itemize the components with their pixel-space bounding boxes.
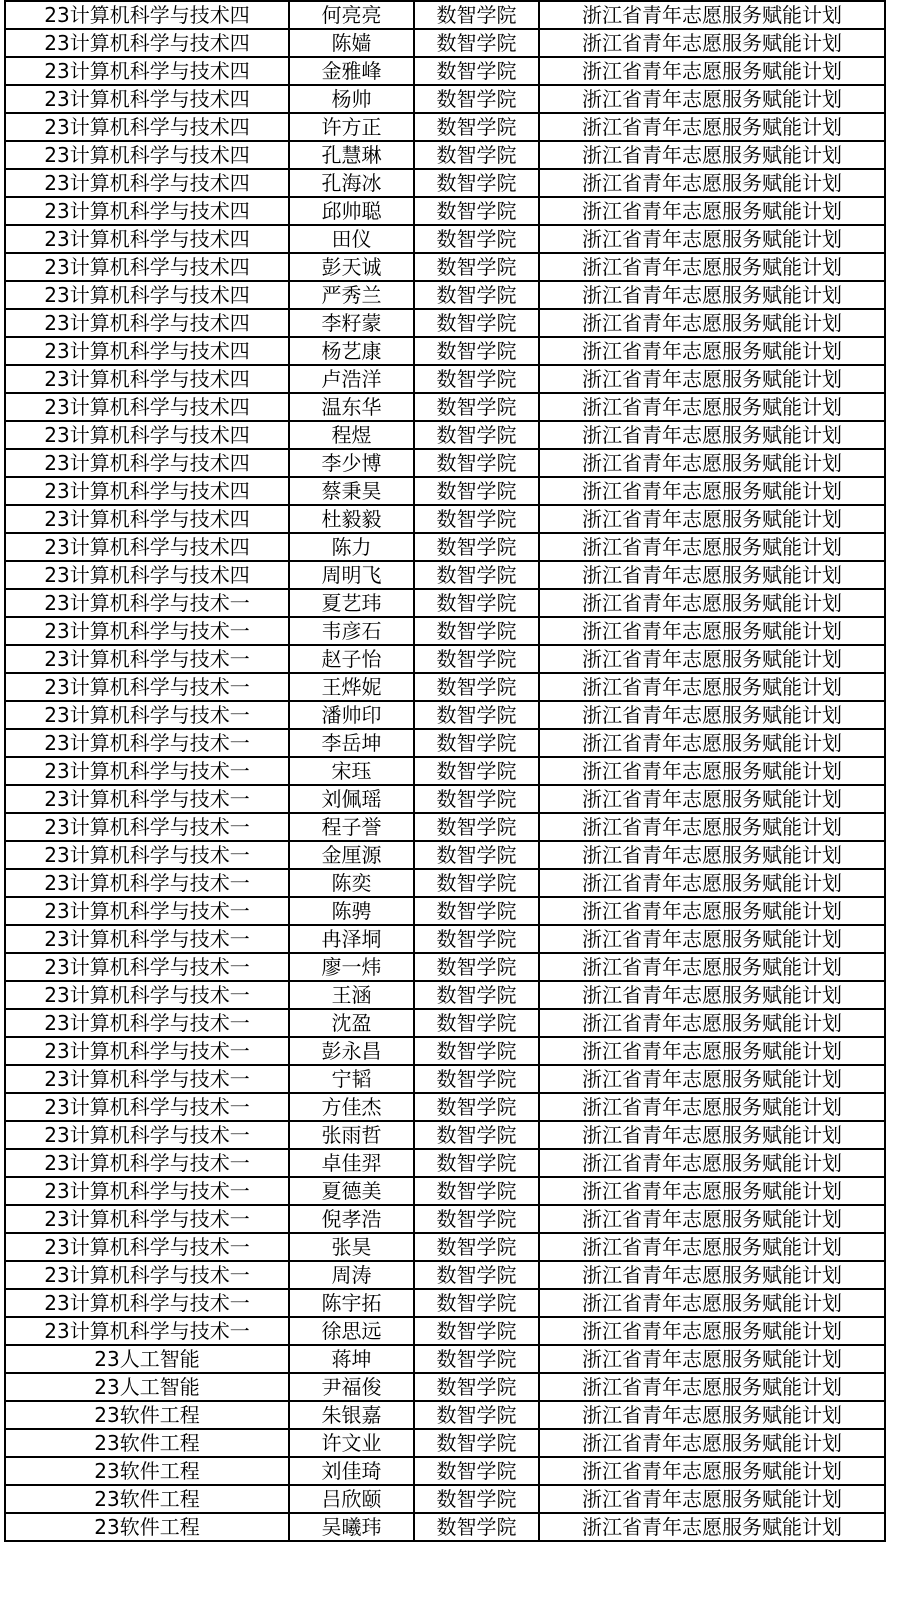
class-cell: 23计算机科学与技术一: [5, 1233, 289, 1261]
name-cell: 田仪: [289, 225, 414, 253]
college-cell: 数智学院: [414, 897, 539, 925]
table-row: [5, 617, 885, 645]
college-cell: 数智学院: [414, 197, 539, 225]
table-row: [5, 253, 885, 281]
class-cell: 23软件工程: [5, 1485, 289, 1513]
college-cell: 数智学院: [414, 421, 539, 449]
class-cell: 23计算机科学与技术一: [5, 757, 289, 785]
program-cell: 浙江省青年志愿服务赋能计划: [539, 1, 885, 29]
class-cell: 23计算机科学与技术一: [5, 589, 289, 617]
program-cell: 浙江省青年志愿服务赋能计划: [539, 813, 885, 841]
roster-table-body: [5, 1, 885, 1541]
table-row: [5, 29, 885, 57]
class-cell: 23软件工程: [5, 1401, 289, 1429]
program-cell: 浙江省青年志愿服务赋能计划: [539, 85, 885, 113]
class-cell: 23计算机科学与技术四: [5, 85, 289, 113]
table-row: [5, 589, 885, 617]
program-cell: 浙江省青年志愿服务赋能计划: [539, 869, 885, 897]
college-cell: 数智学院: [414, 1093, 539, 1121]
program-cell: 浙江省青年志愿服务赋能计划: [539, 1205, 885, 1233]
table-row: [5, 757, 885, 785]
table-row: [5, 1373, 885, 1401]
table-row: [5, 1093, 885, 1121]
table-row: [5, 645, 885, 673]
class-cell: 23计算机科学与技术一: [5, 785, 289, 813]
program-cell: 浙江省青年志愿服务赋能计划: [539, 1177, 885, 1205]
name-cell: 温东华: [289, 393, 414, 421]
table-row: [5, 393, 885, 421]
class-cell: 23计算机科学与技术一: [5, 1121, 289, 1149]
table-row: [5, 197, 885, 225]
table-row: [5, 281, 885, 309]
class-cell: 23计算机科学与技术一: [5, 617, 289, 645]
college-cell: 数智学院: [414, 1149, 539, 1177]
name-cell: 吕欣颐: [289, 1485, 414, 1513]
class-cell: 23计算机科学与技术一: [5, 813, 289, 841]
college-cell: 数智学院: [414, 785, 539, 813]
table-row: [5, 225, 885, 253]
college-cell: 数智学院: [414, 1373, 539, 1401]
college-cell: 数智学院: [414, 1485, 539, 1513]
class-cell: 23计算机科学与技术四: [5, 141, 289, 169]
name-cell: 程子誉: [289, 813, 414, 841]
program-cell: 浙江省青年志愿服务赋能计划: [539, 729, 885, 757]
table-row: [5, 1149, 885, 1177]
class-cell: 23计算机科学与技术四: [5, 533, 289, 561]
table-row: [5, 897, 885, 925]
name-cell: 杜毅毅: [289, 505, 414, 533]
class-cell: 23计算机科学与技术四: [5, 113, 289, 141]
class-cell: 23计算机科学与技术一: [5, 925, 289, 953]
class-cell: 23计算机科学与技术四: [5, 337, 289, 365]
program-cell: 浙江省青年志愿服务赋能计划: [539, 981, 885, 1009]
college-cell: 数智学院: [414, 729, 539, 757]
table-row: [5, 813, 885, 841]
name-cell: 孔慧琳: [289, 141, 414, 169]
college-cell: 数智学院: [414, 1233, 539, 1261]
name-cell: 宋珏: [289, 757, 414, 785]
college-cell: 数智学院: [414, 1121, 539, 1149]
program-cell: 浙江省青年志愿服务赋能计划: [539, 1485, 885, 1513]
college-cell: 数智学院: [414, 225, 539, 253]
name-cell: 周涛: [289, 1261, 414, 1289]
college-cell: 数智学院: [414, 309, 539, 337]
class-cell: 23计算机科学与技术一: [5, 1261, 289, 1289]
name-cell: 刘佳琦: [289, 1457, 414, 1485]
program-cell: 浙江省青年志愿服务赋能计划: [539, 449, 885, 477]
name-cell: 倪孝浩: [289, 1205, 414, 1233]
college-cell: 数智学院: [414, 29, 539, 57]
class-cell: 23计算机科学与技术一: [5, 1205, 289, 1233]
name-cell: 彭永昌: [289, 1037, 414, 1065]
class-cell: 23软件工程: [5, 1429, 289, 1457]
college-cell: 数智学院: [414, 1401, 539, 1429]
table-row: [5, 1429, 885, 1457]
class-cell: 23计算机科学与技术一: [5, 841, 289, 869]
program-cell: 浙江省青年志愿服务赋能计划: [539, 533, 885, 561]
name-cell: 王烨妮: [289, 673, 414, 701]
table-row: [5, 113, 885, 141]
table-row: [5, 953, 885, 981]
table-row: [5, 533, 885, 561]
name-cell: 蒋坤: [289, 1345, 414, 1373]
name-cell: 陈力: [289, 533, 414, 561]
program-cell: 浙江省青年志愿服务赋能计划: [539, 365, 885, 393]
class-cell: 23软件工程: [5, 1457, 289, 1485]
program-cell: 浙江省青年志愿服务赋能计划: [539, 1513, 885, 1541]
program-cell: 浙江省青年志愿服务赋能计划: [539, 505, 885, 533]
class-cell: 23计算机科学与技术一: [5, 981, 289, 1009]
college-cell: 数智学院: [414, 393, 539, 421]
name-cell: 夏艺玮: [289, 589, 414, 617]
college-cell: 数智学院: [414, 813, 539, 841]
class-cell: 23计算机科学与技术四: [5, 253, 289, 281]
table-row: [5, 869, 885, 897]
name-cell: 刘佩瑶: [289, 785, 414, 813]
college-cell: 数智学院: [414, 673, 539, 701]
college-cell: 数智学院: [414, 1205, 539, 1233]
class-cell: 23人工智能: [5, 1345, 289, 1373]
table-row: [5, 1345, 885, 1373]
college-cell: 数智学院: [414, 281, 539, 309]
program-cell: 浙江省青年志愿服务赋能计划: [539, 561, 885, 589]
class-cell: 23计算机科学与技术四: [5, 29, 289, 57]
class-cell: 23计算机科学与技术四: [5, 421, 289, 449]
class-cell: 23计算机科学与技术四: [5, 449, 289, 477]
program-cell: 浙江省青年志愿服务赋能计划: [539, 1233, 885, 1261]
class-cell: 23计算机科学与技术四: [5, 365, 289, 393]
table-row: [5, 1261, 885, 1289]
college-cell: 数智学院: [414, 449, 539, 477]
table-row: [5, 1065, 885, 1093]
college-cell: 数智学院: [414, 1513, 539, 1541]
college-cell: 数智学院: [414, 253, 539, 281]
class-cell: 23计算机科学与技术四: [5, 281, 289, 309]
class-cell: 23计算机科学与技术四: [5, 1, 289, 29]
table-row: [5, 785, 885, 813]
class-cell: 23计算机科学与技术四: [5, 225, 289, 253]
college-cell: 数智学院: [414, 141, 539, 169]
college-cell: 数智学院: [414, 1457, 539, 1485]
program-cell: 浙江省青年志愿服务赋能计划: [539, 169, 885, 197]
college-cell: 数智学院: [414, 1429, 539, 1457]
program-cell: 浙江省青年志愿服务赋能计划: [539, 1261, 885, 1289]
name-cell: 李岳坤: [289, 729, 414, 757]
program-cell: 浙江省青年志愿服务赋能计划: [539, 1037, 885, 1065]
class-cell: 23计算机科学与技术四: [5, 57, 289, 85]
college-cell: 数智学院: [414, 589, 539, 617]
table-row: [5, 701, 885, 729]
college-cell: 数智学院: [414, 57, 539, 85]
table-row: [5, 1205, 885, 1233]
college-cell: 数智学院: [414, 505, 539, 533]
table-row: [5, 505, 885, 533]
college-cell: 数智学院: [414, 113, 539, 141]
program-cell: 浙江省青年志愿服务赋能计划: [539, 1317, 885, 1345]
table-row: [5, 1177, 885, 1205]
table-row: [5, 1, 885, 29]
name-cell: 方佳杰: [289, 1093, 414, 1121]
college-cell: 数智学院: [414, 1, 539, 29]
table-row: [5, 561, 885, 589]
program-cell: 浙江省青年志愿服务赋能计划: [539, 337, 885, 365]
college-cell: 数智学院: [414, 365, 539, 393]
table-row: [5, 981, 885, 1009]
class-cell: 23计算机科学与技术一: [5, 1009, 289, 1037]
name-cell: 韦彦石: [289, 617, 414, 645]
name-cell: 徐思远: [289, 1317, 414, 1345]
college-cell: 数智学院: [414, 1345, 539, 1373]
program-cell: 浙江省青年志愿服务赋能计划: [539, 29, 885, 57]
table-row: [5, 1009, 885, 1037]
college-cell: 数智学院: [414, 701, 539, 729]
name-cell: 严秀兰: [289, 281, 414, 309]
program-cell: 浙江省青年志愿服务赋能计划: [539, 1429, 885, 1457]
name-cell: 尹福俊: [289, 1373, 414, 1401]
class-cell: 23计算机科学与技术四: [5, 505, 289, 533]
program-cell: 浙江省青年志愿服务赋能计划: [539, 701, 885, 729]
table-row: [5, 365, 885, 393]
program-cell: 浙江省青年志愿服务赋能计划: [539, 1345, 885, 1373]
college-cell: 数智学院: [414, 617, 539, 645]
college-cell: 数智学院: [414, 1037, 539, 1065]
program-cell: 浙江省青年志愿服务赋能计划: [539, 841, 885, 869]
class-cell: 23计算机科学与技术一: [5, 1149, 289, 1177]
college-cell: 数智学院: [414, 169, 539, 197]
class-cell: 23计算机科学与技术一: [5, 1177, 289, 1205]
class-cell: 23计算机科学与技术四: [5, 561, 289, 589]
program-cell: 浙江省青年志愿服务赋能计划: [539, 645, 885, 673]
table-row: [5, 85, 885, 113]
program-cell: 浙江省青年志愿服务赋能计划: [539, 1121, 885, 1149]
program-cell: 浙江省青年志愿服务赋能计划: [539, 113, 885, 141]
table-row: [5, 141, 885, 169]
name-cell: 王涵: [289, 981, 414, 1009]
class-cell: 23计算机科学与技术一: [5, 953, 289, 981]
class-cell: 23计算机科学与技术四: [5, 393, 289, 421]
name-cell: 赵子怡: [289, 645, 414, 673]
name-cell: 张雨哲: [289, 1121, 414, 1149]
table-row: [5, 1513, 885, 1541]
name-cell: 陈宇拓: [289, 1289, 414, 1317]
name-cell: 朱银嘉: [289, 1401, 414, 1429]
class-cell: 23人工智能: [5, 1373, 289, 1401]
table-row: [5, 1233, 885, 1261]
table-row: [5, 477, 885, 505]
program-cell: 浙江省青年志愿服务赋能计划: [539, 253, 885, 281]
table-row: [5, 57, 885, 85]
table-row: [5, 1317, 885, 1345]
name-cell: 李少博: [289, 449, 414, 477]
college-cell: 数智学院: [414, 953, 539, 981]
college-cell: 数智学院: [414, 645, 539, 673]
name-cell: 程煜: [289, 421, 414, 449]
table-row: [5, 1289, 885, 1317]
college-cell: 数智学院: [414, 757, 539, 785]
table-row: [5, 169, 885, 197]
table-row: [5, 673, 885, 701]
name-cell: 沈盈: [289, 1009, 414, 1037]
program-cell: 浙江省青年志愿服务赋能计划: [539, 953, 885, 981]
college-cell: 数智学院: [414, 533, 539, 561]
program-cell: 浙江省青年志愿服务赋能计划: [539, 477, 885, 505]
program-cell: 浙江省青年志愿服务赋能计划: [539, 225, 885, 253]
name-cell: 杨帅: [289, 85, 414, 113]
name-cell: 何亮亮: [289, 1, 414, 29]
name-cell: 陈奕: [289, 869, 414, 897]
name-cell: 卢浩洋: [289, 365, 414, 393]
class-cell: 23计算机科学与技术一: [5, 701, 289, 729]
college-cell: 数智学院: [414, 1177, 539, 1205]
table-row: [5, 1037, 885, 1065]
table-row: [5, 1401, 885, 1429]
name-cell: 陈嫱: [289, 29, 414, 57]
program-cell: 浙江省青年志愿服务赋能计划: [539, 925, 885, 953]
class-cell: 23计算机科学与技术四: [5, 477, 289, 505]
program-cell: 浙江省青年志愿服务赋能计划: [539, 757, 885, 785]
name-cell: 李籽蒙: [289, 309, 414, 337]
class-cell: 23软件工程: [5, 1513, 289, 1541]
name-cell: 许文业: [289, 1429, 414, 1457]
program-cell: 浙江省青年志愿服务赋能计划: [539, 617, 885, 645]
class-cell: 23计算机科学与技术一: [5, 1093, 289, 1121]
college-cell: 数智学院: [414, 1289, 539, 1317]
program-cell: 浙江省青年志愿服务赋能计划: [539, 141, 885, 169]
table-row: [5, 1121, 885, 1149]
name-cell: 孔海冰: [289, 169, 414, 197]
college-cell: 数智学院: [414, 841, 539, 869]
program-cell: 浙江省青年志愿服务赋能计划: [539, 1093, 885, 1121]
name-cell: 金雅峰: [289, 57, 414, 85]
college-cell: 数智学院: [414, 477, 539, 505]
class-cell: 23计算机科学与技术一: [5, 1317, 289, 1345]
class-cell: 23计算机科学与技术四: [5, 309, 289, 337]
table-row: [5, 841, 885, 869]
roster-table: [4, 0, 886, 1542]
name-cell: 陈骋: [289, 897, 414, 925]
table-row: [5, 1457, 885, 1485]
name-cell: 宁韬: [289, 1065, 414, 1093]
table-row: [5, 421, 885, 449]
program-cell: 浙江省青年志愿服务赋能计划: [539, 57, 885, 85]
class-cell: 23计算机科学与技术一: [5, 673, 289, 701]
program-cell: 浙江省青年志愿服务赋能计划: [539, 309, 885, 337]
name-cell: 许方正: [289, 113, 414, 141]
college-cell: 数智学院: [414, 925, 539, 953]
class-cell: 23计算机科学与技术一: [5, 645, 289, 673]
college-cell: 数智学院: [414, 85, 539, 113]
college-cell: 数智学院: [414, 1317, 539, 1345]
college-cell: 数智学院: [414, 869, 539, 897]
college-cell: 数智学院: [414, 337, 539, 365]
name-cell: 金厘源: [289, 841, 414, 869]
college-cell: 数智学院: [414, 561, 539, 589]
college-cell: 数智学院: [414, 1065, 539, 1093]
class-cell: 23计算机科学与技术四: [5, 197, 289, 225]
name-cell: 吴曦玮: [289, 1513, 414, 1541]
table-row: [5, 729, 885, 757]
class-cell: 23计算机科学与技术一: [5, 1289, 289, 1317]
college-cell: 数智学院: [414, 981, 539, 1009]
name-cell: 夏德美: [289, 1177, 414, 1205]
program-cell: 浙江省青年志愿服务赋能计划: [539, 197, 885, 225]
name-cell: 卓佳羿: [289, 1149, 414, 1177]
college-cell: 数智学院: [414, 1009, 539, 1037]
name-cell: 潘帅印: [289, 701, 414, 729]
name-cell: 冉泽垌: [289, 925, 414, 953]
program-cell: 浙江省青年志愿服务赋能计划: [539, 421, 885, 449]
table-row: [5, 309, 885, 337]
name-cell: 周明飞: [289, 561, 414, 589]
class-cell: 23计算机科学与技术一: [5, 869, 289, 897]
program-cell: 浙江省青年志愿服务赋能计划: [539, 1149, 885, 1177]
program-cell: 浙江省青年志愿服务赋能计划: [539, 1401, 885, 1429]
table-row: [5, 449, 885, 477]
name-cell: 张昊: [289, 1233, 414, 1261]
name-cell: 廖一炜: [289, 953, 414, 981]
program-cell: 浙江省青年志愿服务赋能计划: [539, 1289, 885, 1317]
program-cell: 浙江省青年志愿服务赋能计划: [539, 1009, 885, 1037]
table-row: [5, 925, 885, 953]
name-cell: 杨艺康: [289, 337, 414, 365]
program-cell: 浙江省青年志愿服务赋能计划: [539, 393, 885, 421]
table-row: [5, 1485, 885, 1513]
name-cell: 蔡秉昊: [289, 477, 414, 505]
program-cell: 浙江省青年志愿服务赋能计划: [539, 1373, 885, 1401]
class-cell: 23计算机科学与技术一: [5, 1065, 289, 1093]
class-cell: 23计算机科学与技术一: [5, 1037, 289, 1065]
class-cell: 23计算机科学与技术四: [5, 169, 289, 197]
program-cell: 浙江省青年志愿服务赋能计划: [539, 281, 885, 309]
program-cell: 浙江省青年志愿服务赋能计划: [539, 785, 885, 813]
table-row: [5, 337, 885, 365]
program-cell: 浙江省青年志愿服务赋能计划: [539, 589, 885, 617]
name-cell: 彭天诚: [289, 253, 414, 281]
name-cell: 邱帅聪: [289, 197, 414, 225]
college-cell: 数智学院: [414, 1261, 539, 1289]
program-cell: 浙江省青年志愿服务赋能计划: [539, 897, 885, 925]
class-cell: 23计算机科学与技术一: [5, 729, 289, 757]
program-cell: 浙江省青年志愿服务赋能计划: [539, 1065, 885, 1093]
class-cell: 23计算机科学与技术一: [5, 897, 289, 925]
program-cell: 浙江省青年志愿服务赋能计划: [539, 1457, 885, 1485]
program-cell: 浙江省青年志愿服务赋能计划: [539, 673, 885, 701]
